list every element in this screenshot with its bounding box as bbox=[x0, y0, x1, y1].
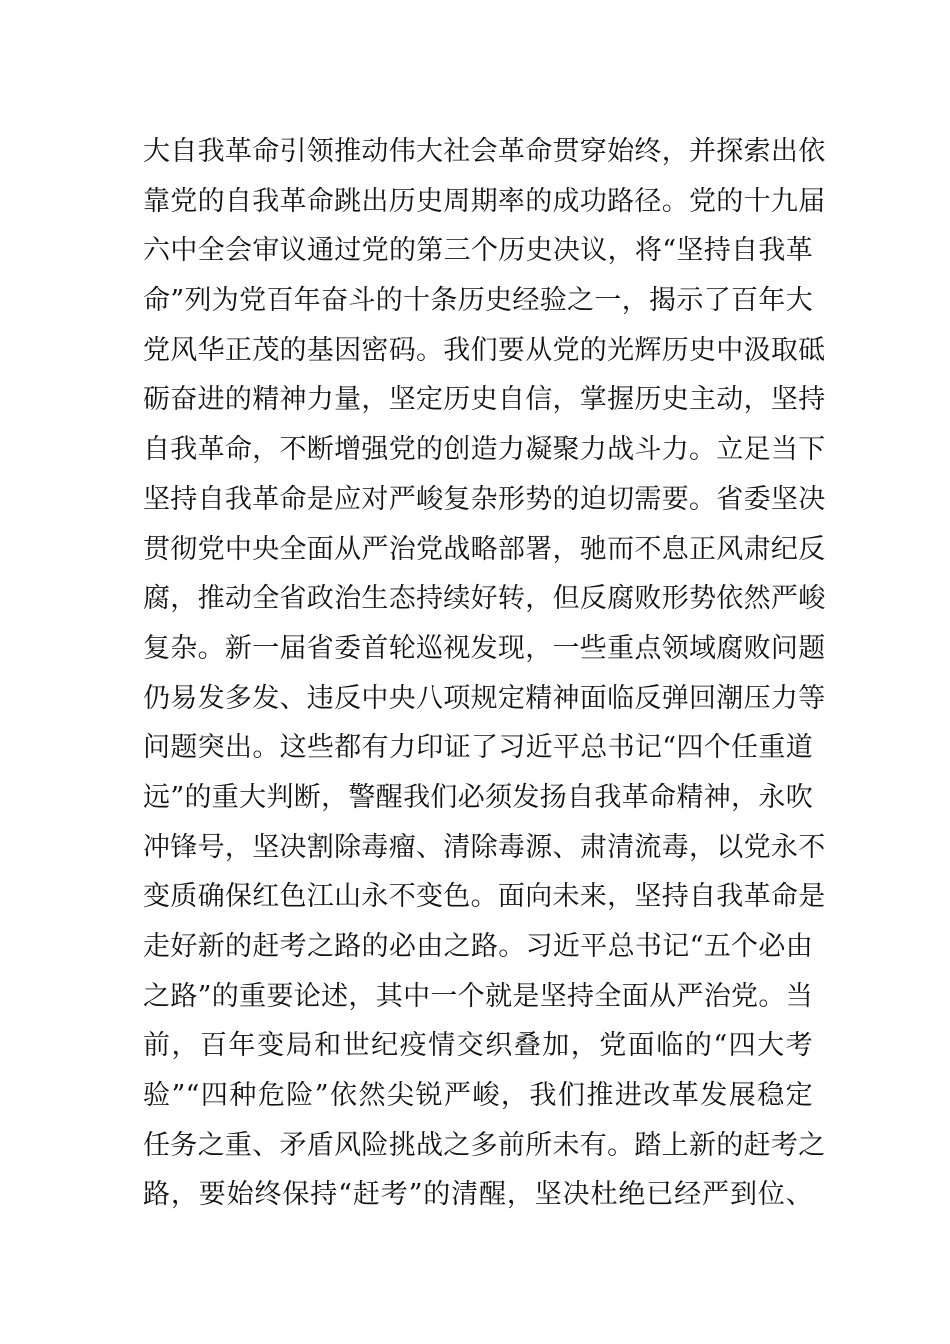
text-line-15: 冲锋号，坚决割除毒瘤、清除毒源、肃清流毒，以党永不 bbox=[143, 831, 826, 863]
text-line-16: 变质确保红色江山永不变色。面向未来，坚持自我革命是 bbox=[143, 881, 826, 913]
text-line-2: 靠党的自我革命跳出历史周期率的成功路径。党的十九届 bbox=[143, 185, 826, 217]
text-line-12: 仍易发多发、违反中央八项规定精神面临反弹回潮压力等 bbox=[143, 682, 826, 714]
text-line-1: 大自我革命引领推动伟大社会革命贯穿始终，并探索出依 bbox=[143, 136, 826, 167]
text-line-22: 路，要始终保持“赶考”的清醒，坚决杜绝已经严到位、 bbox=[143, 1179, 813, 1211]
text-line-3: 六中全会审议通过党的第三个历史决议，将“坚持自我革 bbox=[143, 235, 813, 267]
text-line-5: 党风华正茂的基因密码。我们要从党的光辉历史中汲取砥 bbox=[143, 334, 826, 366]
text-line-11: 复杂。新一届省委首轮巡视发现，一些重点领域腐败问题 bbox=[143, 632, 826, 664]
text-line-14: 远”的重大判断，警醒我们必须发扬自我革命精神，永吹 bbox=[143, 781, 813, 813]
text-line-20: 验”“四种危险”依然尖锐严峻，我们推进改革发展稳定 bbox=[143, 1080, 813, 1112]
text-line-10: 腐，推动全省政治生态持续好转，但反腐败形势依然严峻 bbox=[143, 583, 826, 615]
text-line-19: 前，百年变局和世纪疫情交织叠加，党面临的“四大考 bbox=[143, 1030, 813, 1062]
text-line-17: 走好新的赶考之路的必由之路。习近平总书记“五个必由 bbox=[143, 931, 813, 962]
text-line-9: 贯彻党中央全面从严治党战略部署，驰而不息正风肃纪反 bbox=[143, 533, 826, 565]
text-line-18: 之路”的重要论述，其中一个就是坚持全面从严治党。当 bbox=[143, 980, 813, 1012]
text-line-6: 砺奋进的精神力量，坚定历史自信，掌握历史主动，坚持 bbox=[143, 384, 826, 416]
text-line-21: 任务之重、矛盾风险挑战之多前所未有。踏上新的赶考之 bbox=[143, 1129, 826, 1161]
body-paragraph bbox=[143, 127, 826, 1220]
text-line-7: 自我革命，不断增强党的创造力凝聚力战斗力。立足当下 bbox=[143, 434, 826, 466]
text-line-13: 问题突出。这些都有力印证了习近平总书记“四个任重道 bbox=[143, 732, 813, 764]
text-line-8: 坚持自我革命是应对严峻复杂形势的迫切需要。省委坚决 bbox=[143, 483, 826, 515]
text-line-4: 命”列为党百年奋斗的十条历史经验之一，揭示了百年大 bbox=[143, 285, 813, 317]
